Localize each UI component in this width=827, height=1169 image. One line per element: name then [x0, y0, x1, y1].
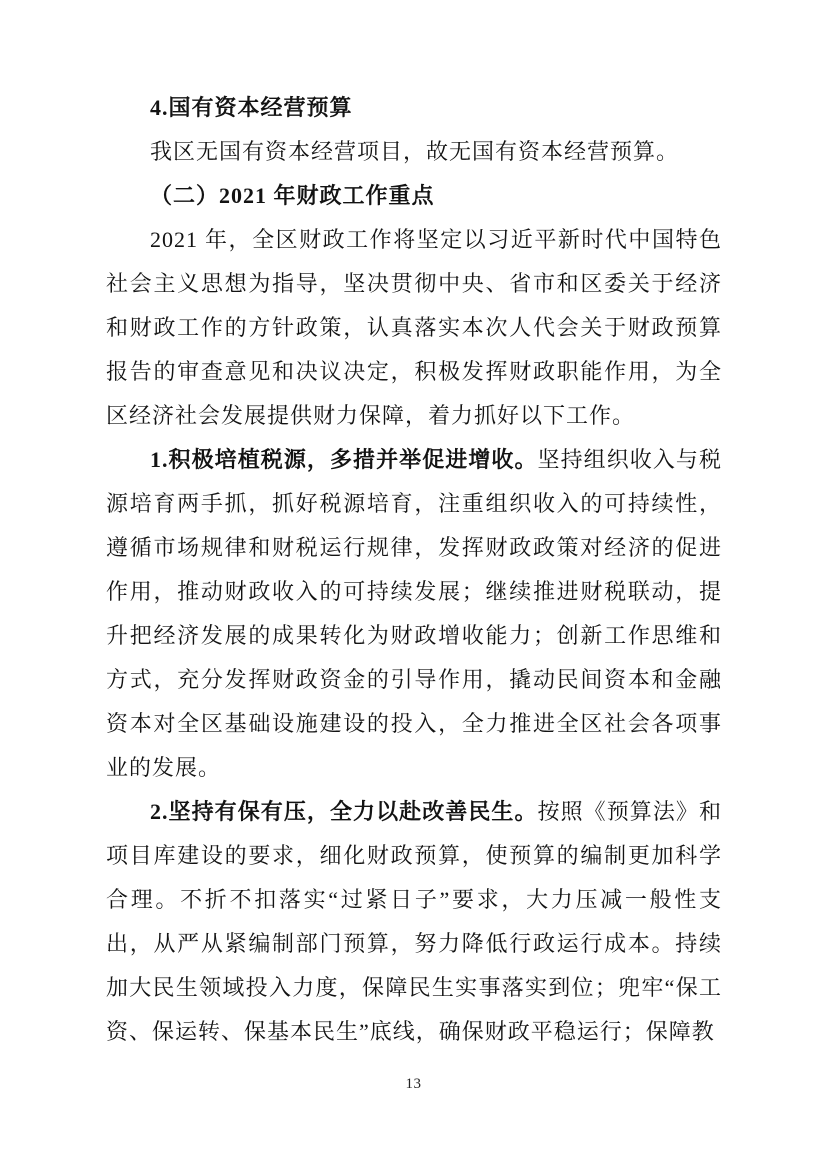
- page-number: 13: [405, 1076, 422, 1092]
- document-content: [106, 86, 722, 1054]
- section-heading-soe-budget: 4.国有资本经营预算: [150, 95, 353, 120]
- paragraph-2021-overview: 2021 年，全区财政工作将坚定以习近平新时代中国特色社会主义思想为指导，坚决贯彻中央、省市和区委关于经济和财政工作的方针政策，认真落实本次人代会关于财政预算报告的审查意见和决议决定，积极发挥财政职能作用，为全区经济社会发展提供财力保障，着力抓好以下工作。: [106, 227, 722, 428]
- paragraph-point-1: [106, 438, 722, 790]
- section-heading-2021-work-priorities: （二）2021 年财政工作重点: [150, 183, 435, 208]
- paragraph-point-1-lead: 1.积极培植税源，多措并举促进增收。: [150, 447, 538, 472]
- paragraph-soe-note: 我区无国有资本经营项目，故无国有资本经营预算。: [150, 139, 680, 164]
- paragraph-point-2: [106, 790, 722, 1054]
- paragraph-point-2-body: 按照《预算法》和项目库建设的要求，细化财政预算，使预算的编制更加科学合理。不折不扣落实“过紧日子”要求，大力压减一般性支出，从严从紧编制部门预算，努力降低行政运行成本。持续加大民生领域投入力度，保障民生实事落实到位；兜牢“保工资、保运转、保基本民生”底线，确保财政平稳运行；保障教: [106, 799, 722, 1044]
- paragraph-point-2-lead: 2.坚持有保有压，全力以赴改善民生。: [150, 799, 538, 824]
- page-footer: [0, 1076, 827, 1093]
- paragraph-point-1-body: 坚持组织收入与税源培育两手抓，抓好税源培育，注重组织收入的可持续性，遵循市场规律和财税运行规律，发挥财政政策对经济的促进作用，推动财政收入的可持续发展；继续推进财税联动，提升把经济发展的成果转化为财政增收能力；创新工作思维和方式，充分发挥财政资金的引导作用，撬动民间资本和金融资本对全区基础设施建设的投入，全力推进全区社会各项事业的发展。: [106, 447, 722, 780]
